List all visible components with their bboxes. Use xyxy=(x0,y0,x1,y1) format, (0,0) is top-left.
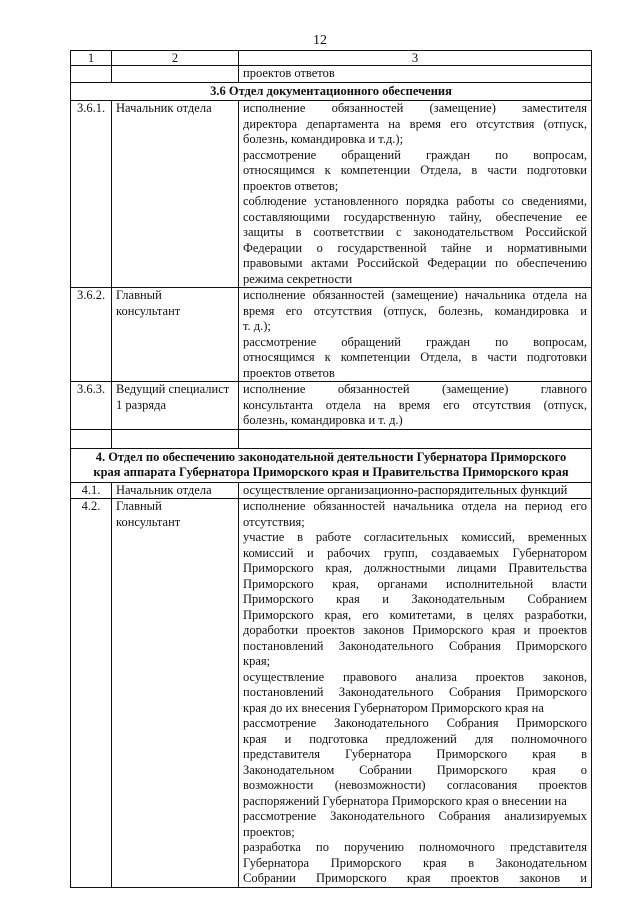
table-row xyxy=(71,482,592,499)
position-line: Начальник отдела xyxy=(116,482,212,497)
duty-line: болезнь, командировка и т. д.) xyxy=(243,413,403,427)
row-number xyxy=(71,66,112,83)
section-row xyxy=(71,448,592,482)
section-title-line: 4. Отдел по обеспечению законодательной деятельности Губернатора Приморского xyxy=(95,449,567,464)
duties-cell xyxy=(239,482,592,499)
duty-line: Федерации о государственной тайне и нормативными xyxy=(243,240,587,255)
duty-line: доработки проектов законов Приморского края и проектов xyxy=(243,623,587,637)
table-body xyxy=(71,51,592,888)
duty-line: защиты в соответствии с законодательством Российской xyxy=(243,225,587,239)
table-row xyxy=(71,288,592,382)
position-cell xyxy=(112,66,239,83)
duties-cell xyxy=(239,288,592,382)
duty-line: правовыми актами Российской Федерации по обеспечению xyxy=(243,256,587,270)
table-row xyxy=(71,66,592,83)
duty-line: края и подготовка предложений для полномочного xyxy=(243,731,587,746)
position-cell xyxy=(112,101,239,288)
spacer-row xyxy=(71,429,592,448)
duty-line: представителя Губернатора Приморского края в xyxy=(243,747,587,761)
spacer-cell xyxy=(112,429,239,448)
duties-cell xyxy=(239,101,592,288)
duty-line: проектов ответов; xyxy=(243,178,339,193)
duty-line: Собрании Приморского края проектов законов и xyxy=(243,871,587,885)
duties-cell xyxy=(239,66,592,83)
position-line: 1 разряда xyxy=(116,397,167,412)
spacer-cell xyxy=(239,429,592,448)
duty-line: комиссий и рабочих групп, создаваемых Губернатором xyxy=(243,545,587,560)
header-col-3: 3 xyxy=(239,51,592,66)
duty-line: отсутствия; xyxy=(243,514,305,529)
duty-line: исполнение обязанностей (замещение) главного xyxy=(243,382,587,396)
position-cell xyxy=(112,499,239,888)
duty-line: распоряжений Губернатора Приморского края о внесении на xyxy=(243,793,567,808)
duty-line: т. д.); xyxy=(243,319,271,333)
section-title-line: края аппарата Губернатора Приморского края и Правительства Приморского края xyxy=(93,465,569,479)
position-line: Начальник отдела xyxy=(116,101,212,115)
duty-line: постановлений Законодательного Собрания Приморского xyxy=(243,638,587,653)
duty-line: края; xyxy=(243,654,271,668)
row-number: 3.6.1. xyxy=(71,101,112,288)
position-cell xyxy=(112,482,239,499)
duty-line: время его отсутствия (отпуск, болезнь, командировка и xyxy=(243,303,587,318)
duty-line: относящимся к компетенции Отдела, в части подготовки xyxy=(243,350,587,364)
duty-line: консультанта отдела на время его отсутствия (отпуск, xyxy=(243,397,587,412)
table-row xyxy=(71,382,592,430)
duty-line: проектов; xyxy=(243,824,295,839)
position-line: Главный xyxy=(116,288,162,302)
row-number: 4.2. xyxy=(71,499,112,888)
spacer-cell xyxy=(71,429,112,448)
section-title xyxy=(71,448,592,482)
duty-line: края до их внесения Губернатором Приморского края на xyxy=(243,700,544,715)
page-number: 12 xyxy=(313,33,327,48)
duty-line: болезнь, командировка и т.д.); xyxy=(243,132,404,146)
duty-line: проектов ответов xyxy=(243,66,335,80)
duty-line: исполнение обязанностей начальника отдела на период его xyxy=(243,499,587,513)
duty-line: соблюдение установленного порядка работы со сведениями, xyxy=(243,194,587,208)
duty-line: Законодательном Собрании Приморского края о xyxy=(243,762,587,777)
duty-line: осуществление организационно-распорядительных функций xyxy=(243,482,568,497)
duty-line: рассмотрение обращений граждан по вопросам, xyxy=(243,334,587,349)
duty-line: разработка по поручению полномочного представителя xyxy=(243,840,587,854)
duty-line: осуществление правового анализа проектов законов, xyxy=(243,669,587,684)
duty-line: исполнение обязанностей (замещение) начальника отдела на xyxy=(243,288,587,302)
section-row xyxy=(71,82,592,101)
header-col-2: 2 xyxy=(112,51,239,66)
duty-line: постановлений Законодательного Собрания Приморского xyxy=(243,685,587,699)
duty-line: режима секретности xyxy=(243,271,353,286)
row-number: 3.6.3. xyxy=(71,382,112,430)
duty-line: Приморского края, должностными лицами Правительства xyxy=(243,561,587,575)
position-line: консультант xyxy=(116,303,181,318)
section-title xyxy=(71,82,592,101)
duty-line: Приморского края и Законодательным Собранием xyxy=(243,592,587,606)
duty-line: Приморского края, органами исполнительной власти xyxy=(243,576,587,591)
table-header-row xyxy=(71,51,592,66)
duties-cell xyxy=(239,499,592,888)
duty-line: директора департамента на время его отсутствия (отпуск, xyxy=(243,116,587,131)
section-title-line: 3.6 Отдел документационного обеспечения xyxy=(210,83,452,98)
position-line: Ведущий специалист xyxy=(116,382,230,396)
duty-line: рассмотрение Законодательного Собрания Приморского xyxy=(243,716,587,730)
duties-cell xyxy=(239,382,592,430)
duty-line: проектов ответов xyxy=(243,365,335,380)
duty-line: участие в работе согласительных комиссий, временных xyxy=(243,530,587,544)
header-col-1: 1 xyxy=(71,51,112,66)
row-number: 4.1. xyxy=(71,482,112,499)
duty-line: Губернатора Приморского края в Законодательном xyxy=(243,855,587,870)
duty-line: рассмотрение Законодательного Собрания анализируемых xyxy=(243,809,587,823)
position-cell xyxy=(112,288,239,382)
duty-line: Приморского края, его комитетами, в целях разработки, xyxy=(243,607,587,622)
position-cell xyxy=(112,382,239,430)
duty-line: относящимся к компетенции Отдела, в части подготовки xyxy=(243,163,587,177)
duty-line: возможности (невозможности) согласования проектов xyxy=(243,778,587,792)
row-number: 3.6.2. xyxy=(71,288,112,382)
position-line: консультант xyxy=(116,514,181,529)
duty-line: составляющими государственную тайну, обеспечение ее xyxy=(243,209,587,224)
duty-line: исполнение обязанностей (замещение) заместителя xyxy=(243,101,587,115)
position-line: Главный xyxy=(116,499,162,513)
responsibilities-table xyxy=(70,50,592,888)
duty-line: рассмотрение обращений граждан по вопросам, xyxy=(243,147,587,162)
table-row xyxy=(71,101,592,288)
table-row xyxy=(71,499,592,888)
